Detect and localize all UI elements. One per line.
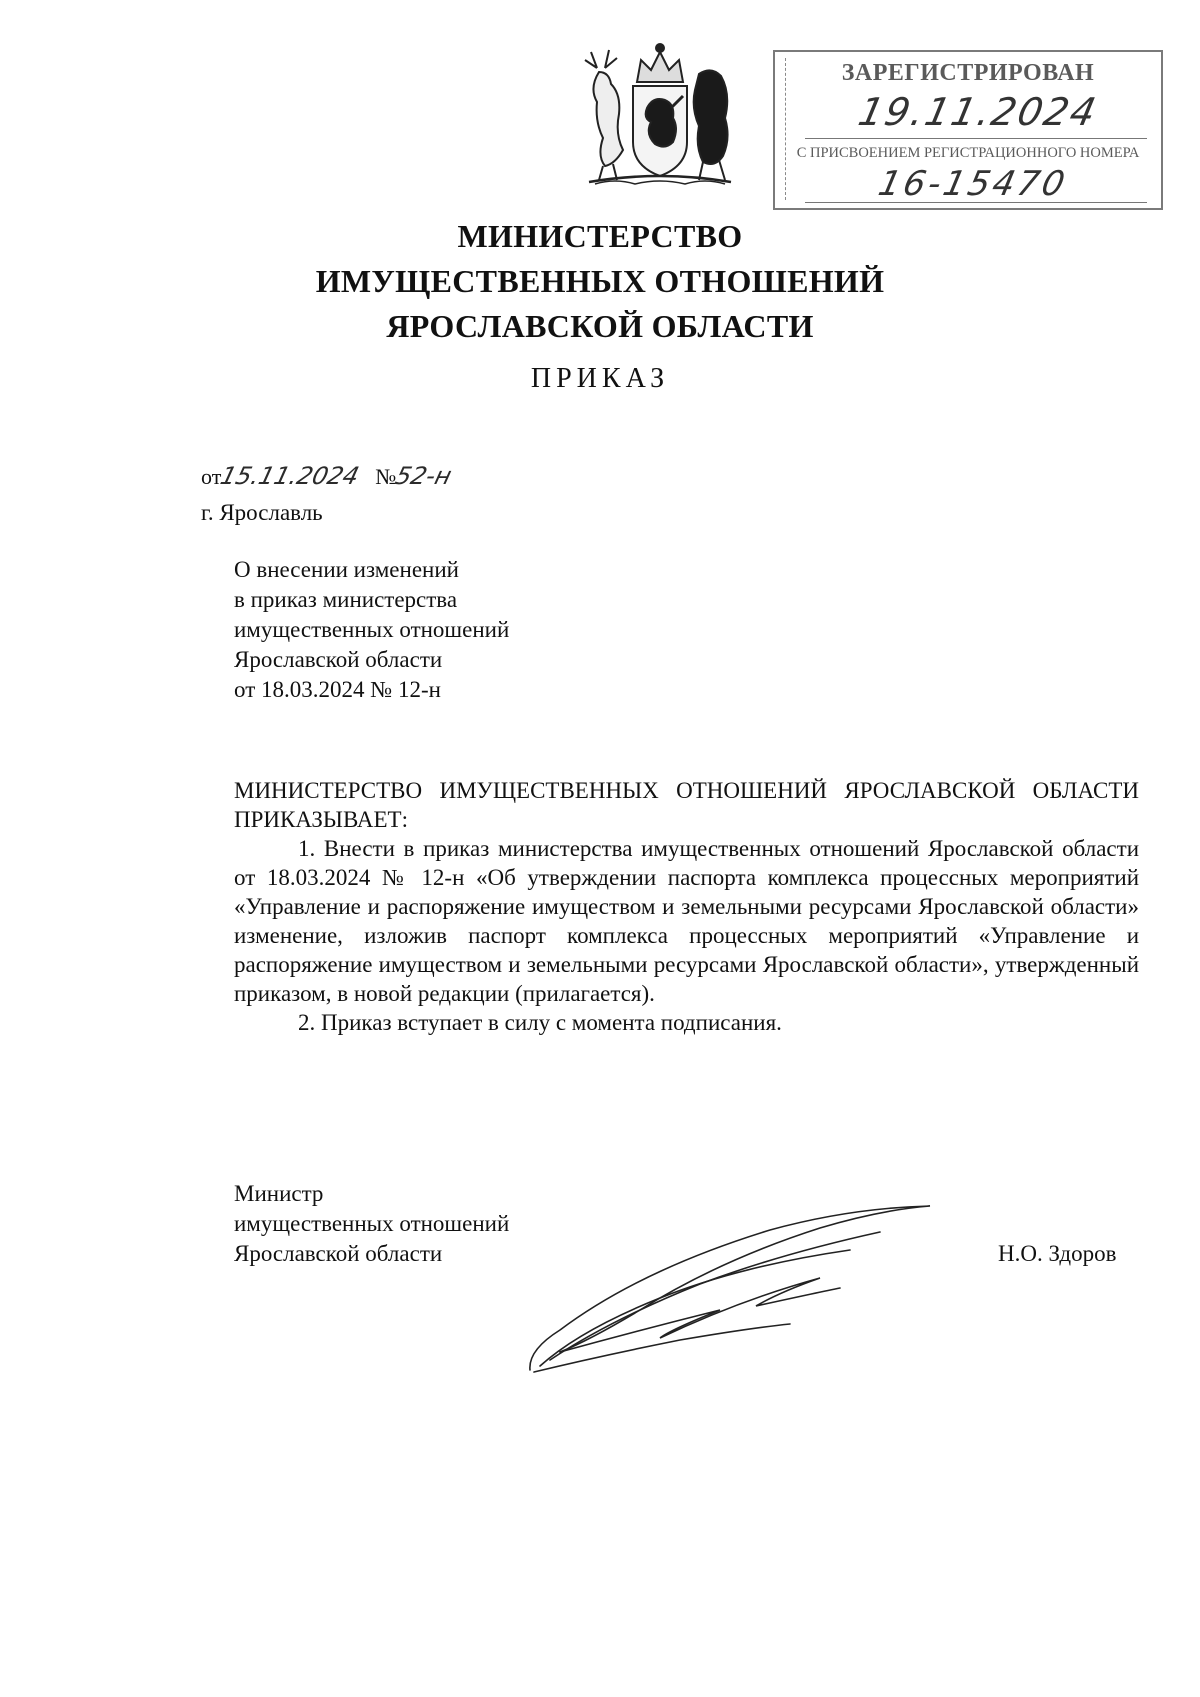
stamp-registration-number: 16-15470 bbox=[874, 164, 1072, 204]
subject-line: О внесении изменений bbox=[234, 557, 459, 582]
registration-stamp bbox=[773, 50, 1163, 210]
order-city: г. Ярославль bbox=[201, 500, 323, 525]
ministry-title-line: ЯРОСЛАВСКОЙ ОБЛАСТИ bbox=[386, 308, 814, 344]
order-date: 15.11.2024 bbox=[217, 462, 363, 490]
handwritten-signature bbox=[520, 1180, 940, 1380]
order-item-1: 1. Внести в приказ министерства имущественных отношений Ярославской области от 18.03.2024 № 12-н «Об утверждении паспорта комплекса процессных мероприятий «Управление и распоряжение имуществом и земельными ресурсами Ярославской области» изменение, изложив паспорт комплекса процессных мероприятий «Управление и распоряжение имуществом и земельными ресурсами Ярославской области», утвержденный приказом, в новой редакции (прилагается). bbox=[234, 836, 1139, 1006]
ministry-title-line: МИНИСТЕРСТВО bbox=[457, 218, 743, 254]
stamp-divider bbox=[805, 138, 1147, 139]
signer-name: Н.О. Здоров bbox=[998, 1241, 1117, 1266]
stamp-registration-date: 19.11.2024 bbox=[854, 90, 1102, 134]
stamp-divider bbox=[805, 202, 1147, 203]
signer-position-line: имущественных отношений bbox=[234, 1211, 510, 1236]
subject-line: Ярославской области bbox=[234, 647, 443, 672]
ministry-header bbox=[0, 214, 1200, 349]
document-type-title: ПРИКАЗ bbox=[530, 363, 670, 394]
order-number: 52-н bbox=[392, 462, 455, 490]
subject-line: в приказ министерства bbox=[234, 587, 458, 612]
order-subject bbox=[234, 555, 509, 705]
subject-line: от 18.03.2024 № 12-н bbox=[234, 677, 441, 702]
ministry-title-line: ИМУЩЕСТВЕННЫХ ОТНОШЕНИЙ bbox=[315, 263, 885, 299]
order-preamble: МИНИСТЕРСТВО ИМУЩЕСТВЕННЫХ ОТНОШЕНИЙ ЯРОСЛАВСКОЙ ОБЛАСТИ ПРИКАЗЫВАЕТ: bbox=[234, 778, 1139, 832]
order-body bbox=[234, 776, 1139, 1037]
stamp-caption: С ПРИСВОЕНИЕМ РЕГИСТРАЦИОННОГО НОМЕРА bbox=[796, 145, 1140, 161]
coat-of-arms-emblem bbox=[575, 38, 745, 188]
signer-position-line: Ярославской области bbox=[234, 1241, 443, 1266]
signer-position bbox=[234, 1179, 509, 1269]
order-item-2: 2. Приказ вступает в силу с момента подписания. bbox=[298, 1010, 782, 1035]
stamp-title: ЗАРЕГИСТРИРОВАН bbox=[841, 60, 1095, 86]
subject-line: имущественных отношений bbox=[234, 617, 510, 642]
order-from-label: от bbox=[201, 464, 222, 489]
order-date-number-line bbox=[201, 462, 455, 490]
order-number-label: № bbox=[375, 464, 397, 489]
signer-position-line: Министр bbox=[234, 1181, 324, 1206]
